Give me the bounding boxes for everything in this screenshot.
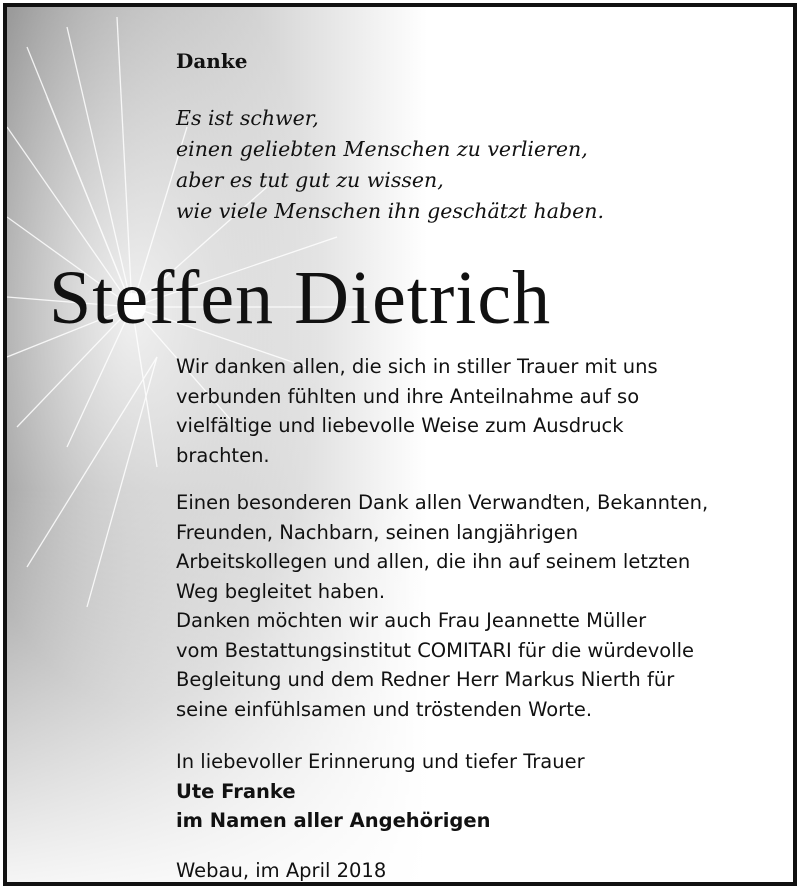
poem-line: wie viele Menschen ihn geschätzt haben.	[176, 199, 604, 223]
paragraph-thanks	[176, 352, 786, 470]
closing-block	[176, 747, 786, 836]
obituary-card	[3, 3, 797, 886]
poem-line: einen geliebten Menschen zu verlieren,	[176, 137, 588, 161]
text-line: verbunden fühlten und ihre Anteilnahme auf so	[176, 384, 640, 408]
place-date: Webau, im April 2018	[176, 858, 387, 882]
text-line: vom Bestattungsinstitut COMITARI für die würdevolle	[176, 638, 695, 662]
thanks-heading: Danke	[176, 49, 248, 73]
paragraph-special-thanks	[176, 488, 786, 724]
poem-line: aber es tut gut zu wissen,	[176, 168, 444, 192]
text-line: Begleitung und dem Redner Herr Markus Nierth für	[176, 668, 675, 691]
text-line: vielfältige und liebevolle Weise zum Ausdruck	[176, 414, 624, 437]
text-line: Einen besonderen Dank allen Verwandten, Bekannten,	[176, 491, 709, 514]
message-body	[176, 352, 786, 885]
text-line: Danken möchten wir auch Frau Jeannette Müller	[176, 609, 647, 632]
text-line: Wir danken allen, die sich in stiller Trauer mit uns	[176, 355, 658, 378]
text-line: Arbeitskollegen und allen, die ihn auf seinem letzten	[176, 550, 691, 573]
text-line: brachten.	[176, 443, 270, 467]
deceased-name: Steffen Dietrich	[49, 256, 552, 340]
text-line: seine einfühlsamen und tröstenden Worte.	[176, 697, 593, 721]
signer-note: im Namen aller Angehörigen	[176, 809, 491, 832]
poem	[176, 103, 604, 227]
signer-name: Ute Franke	[176, 779, 296, 803]
poem-line: Es ist schwer,	[176, 106, 319, 130]
text-line: Weg begleitet haben.	[176, 579, 386, 603]
text-line: Freunden, Nachbarn, seinen langjährigen	[176, 520, 579, 544]
closing-line: In liebevoller Erinnerung und tiefer Trauer	[176, 750, 585, 773]
